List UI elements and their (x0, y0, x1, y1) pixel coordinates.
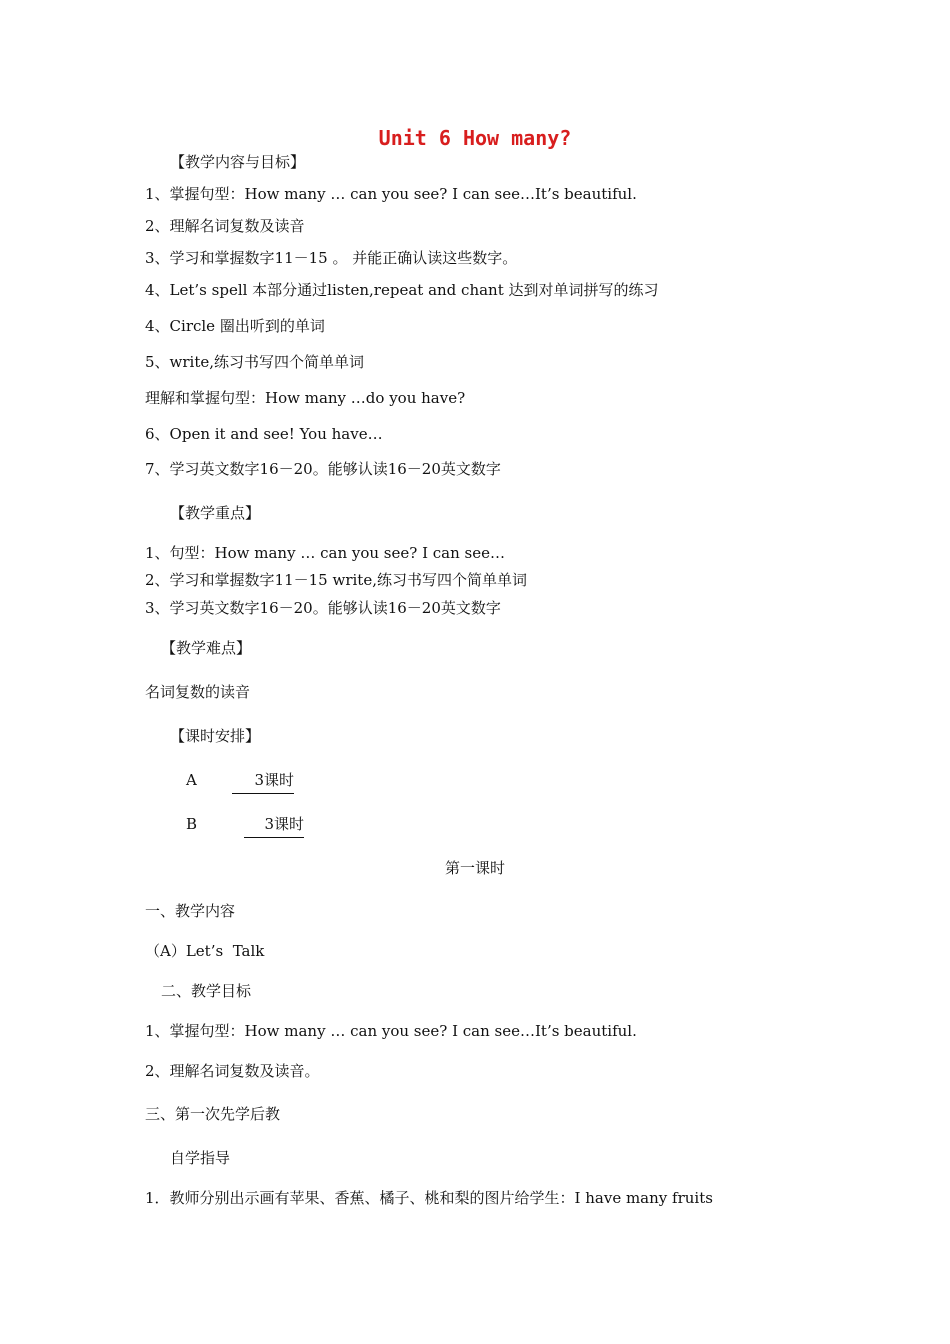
key-point-item: 3、学习英文数字16－20。能够认读16－20英文数字 (145, 599, 501, 617)
lesson1-goal-item: 2、理解名词复数及读音。 (145, 1062, 320, 1080)
lesson1-content-heading: 一、教学内容 (145, 902, 236, 920)
goal-item: 3、学习和掌握数字11－15 。 并能正确认读这些数字。 (145, 249, 518, 267)
schedule-label-a: A (186, 771, 197, 789)
goal-item: 7、学习英文数字16－20。能够认读16－20英文数字 (145, 460, 501, 478)
key-points-heading: 【教学重点】 (170, 504, 261, 522)
schedule-value-a: 3课时 (232, 770, 294, 794)
step1-text: 1．教师分别出示画有苹果、香蕉、橘子、桃和梨的图片给学生：I have many fruits (145, 1189, 713, 1207)
page-title: Unit 6 How many? (378, 126, 572, 150)
goal-item: 理解和掌握句型：How many …do you have? (145, 389, 466, 407)
lesson1-content-item: （A）Let’s Talk (145, 942, 265, 960)
lesson1-goal-item: 1、掌握句型：How many … can you see? I can see…It’s beautiful. (145, 1022, 637, 1040)
schedule-value-b: 3课时 (244, 814, 304, 838)
content-goals-heading: 【教学内容与目标】 (170, 153, 306, 171)
lesson1-goals-heading: 二、教学目标 (161, 982, 252, 1000)
goal-item: 6、Open it and see! You have… (145, 425, 383, 443)
lesson1-title: 第一课时 (444, 859, 505, 877)
key-point-item: 2、学习和掌握数字11－15 write,练习书写四个简单单词 (145, 571, 527, 589)
lesson1-first-heading: 三、第一次先学后教 (145, 1105, 281, 1123)
key-point-item: 1、句型：How many … can you see? I can see… (145, 544, 505, 562)
difficulty-item: 名词复数的读音 (145, 683, 251, 701)
self-study-heading: 自学指导 (170, 1149, 231, 1167)
goal-item: 2、理解名词复数及读音 (145, 217, 305, 235)
goal-item: 4、Circle 圈出听到的单词 (145, 317, 325, 335)
goal-item: 1、掌握句型：How many … can you see? I can see…It’s beautiful. (145, 185, 637, 203)
schedule-label-b: B (186, 815, 198, 833)
goal-item: 5、write,练习书写四个简单单词 (145, 353, 365, 371)
schedule-heading: 【课时安排】 (170, 727, 261, 745)
goal-item: 4、Let’s spell 本部分通过listen,repeat and chant 达到对单词拼写的练习 (145, 281, 659, 299)
difficulties-heading: 【教学难点】 (161, 639, 252, 657)
